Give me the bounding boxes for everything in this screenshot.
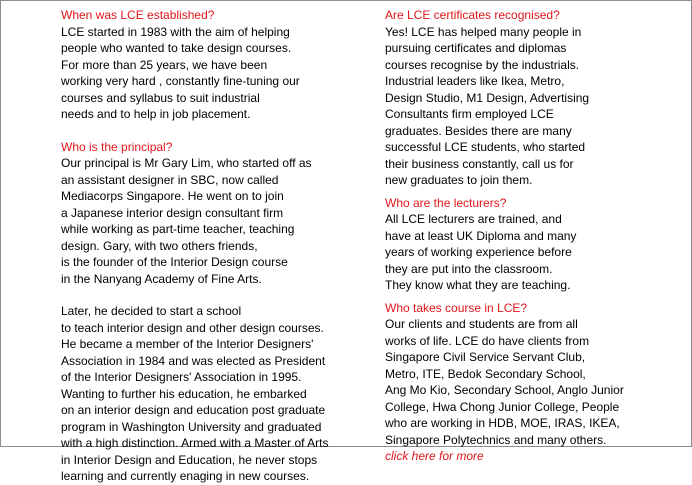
answer-line: an assistant designer in SBC, now called	[61, 172, 279, 187]
answer-line: He became a member of the Interior Designers'	[61, 337, 314, 351]
answer-line: program in Washington University and graduated	[61, 419, 322, 434]
answer-line: Association in 1984 and was elected as President	[61, 353, 326, 368]
answer-line: learning and currently enaging in new courses.	[61, 469, 310, 483]
answer-line: They know what they are teaching.	[385, 278, 571, 292]
question-certificates: Are LCE certificates recognised?	[385, 8, 560, 22]
question-lecturers: Who are the lecturers?	[385, 195, 507, 210]
question-established: When was LCE established?	[61, 8, 215, 22]
answer-line: needs and to help in job placement.	[61, 107, 251, 121]
answer-line: Yes! LCE has helped many people in	[385, 24, 582, 39]
answer-established	[61, 24, 361, 123]
answer-certificates	[385, 24, 685, 189]
answer-principal-continued	[61, 303, 361, 485]
answer-line: their business constantly, call us for	[385, 156, 574, 171]
answer-line: while working as part-time teacher, teaching	[61, 222, 295, 236]
answer-students	[385, 316, 685, 465]
answer-line: a Japanese interior design consultant firm	[61, 205, 284, 220]
answer-line: Mediacorps Singapore. He went on to join	[61, 189, 284, 203]
answer-line: working very hard , constantly fine-tuning our	[61, 74, 300, 88]
answer-line: on an interior design and education post graduate	[61, 403, 326, 417]
answer-line: Later, he decided to start a school	[61, 304, 242, 318]
answer-line: works of life. LCE do have clients from	[385, 333, 590, 348]
answer-line: Industrial leaders like Ikea, Metro,	[385, 74, 565, 88]
answer-line: courses and syllabus to suit industrial	[61, 90, 260, 105]
answer-line: have at least UK Diploma and many	[385, 228, 577, 243]
right-column	[385, 7, 685, 465]
answer-line: in Interior Design and Education, he never stops	[61, 452, 318, 467]
answer-line: design. Gary, with two others friends,	[61, 238, 258, 253]
answer-line: who are working in HDB, MOE, IRAS, IKEA,	[385, 416, 620, 430]
answer-line: successful LCE students, who started	[385, 140, 586, 154]
answer-line: pursuing certificates and diplomas	[385, 41, 567, 55]
answer-line: in the Nanyang Academy of Fine Arts.	[61, 271, 262, 286]
answer-line: Ang Mo Kio, Secondary School, Anglo Junior	[385, 383, 624, 397]
question-principal: Who is the principal?	[61, 139, 173, 154]
answer-line: Metro, ITE, Bedok Secondary School,	[385, 366, 586, 381]
answer-line: graduates. Besides there are many	[385, 123, 572, 138]
answer-line: years of working experience before	[385, 245, 572, 259]
answer-line: Consultants firm employed LCE	[385, 107, 554, 121]
answer-line: Singapore Polytechnics and many others.	[385, 432, 607, 447]
answer-line: to teach interior design and other design courses.	[61, 320, 324, 335]
answer-line: Singapore Civil Service Servant Club,	[385, 350, 586, 364]
answer-line: For more than 25 years, we have been	[61, 57, 268, 72]
answer-line: Design Studio, M1 Design, Advertising	[385, 90, 590, 105]
answer-line: College, Hwa Chong Junior College, People	[385, 399, 620, 414]
answer-principal	[61, 155, 361, 287]
answer-line: All LCE lecturers are trained, and	[385, 212, 562, 226]
answer-line: people who wanted to take design courses.	[61, 41, 292, 55]
answer-line: with a high distinction. Armed with a Master of Arts	[61, 436, 329, 450]
answer-line: courses recognise by the industrials.	[385, 57, 580, 72]
answer-line: new graduates to join them.	[385, 173, 533, 187]
answer-line: Wanting to further his education, he embarked	[61, 386, 307, 401]
answer-lecturers	[385, 211, 685, 294]
left-column	[61, 7, 361, 485]
answer-line: is the founder of the Interior Design course	[61, 255, 288, 269]
answer-line: Our clients and students are from all	[385, 317, 578, 331]
answer-line: Our principal is Mr Gary Lim, who started off as	[61, 156, 312, 170]
click-here-for-more-link[interactable]: click here for more	[385, 449, 484, 463]
question-students: Who takes course in LCE?	[385, 300, 528, 315]
answer-line: they are put into the classroom.	[385, 261, 553, 276]
answer-line: LCE started in 1983 with the aim of helping	[61, 24, 290, 39]
answer-line: of the Interior Designers' Association in 1995.	[61, 370, 302, 384]
